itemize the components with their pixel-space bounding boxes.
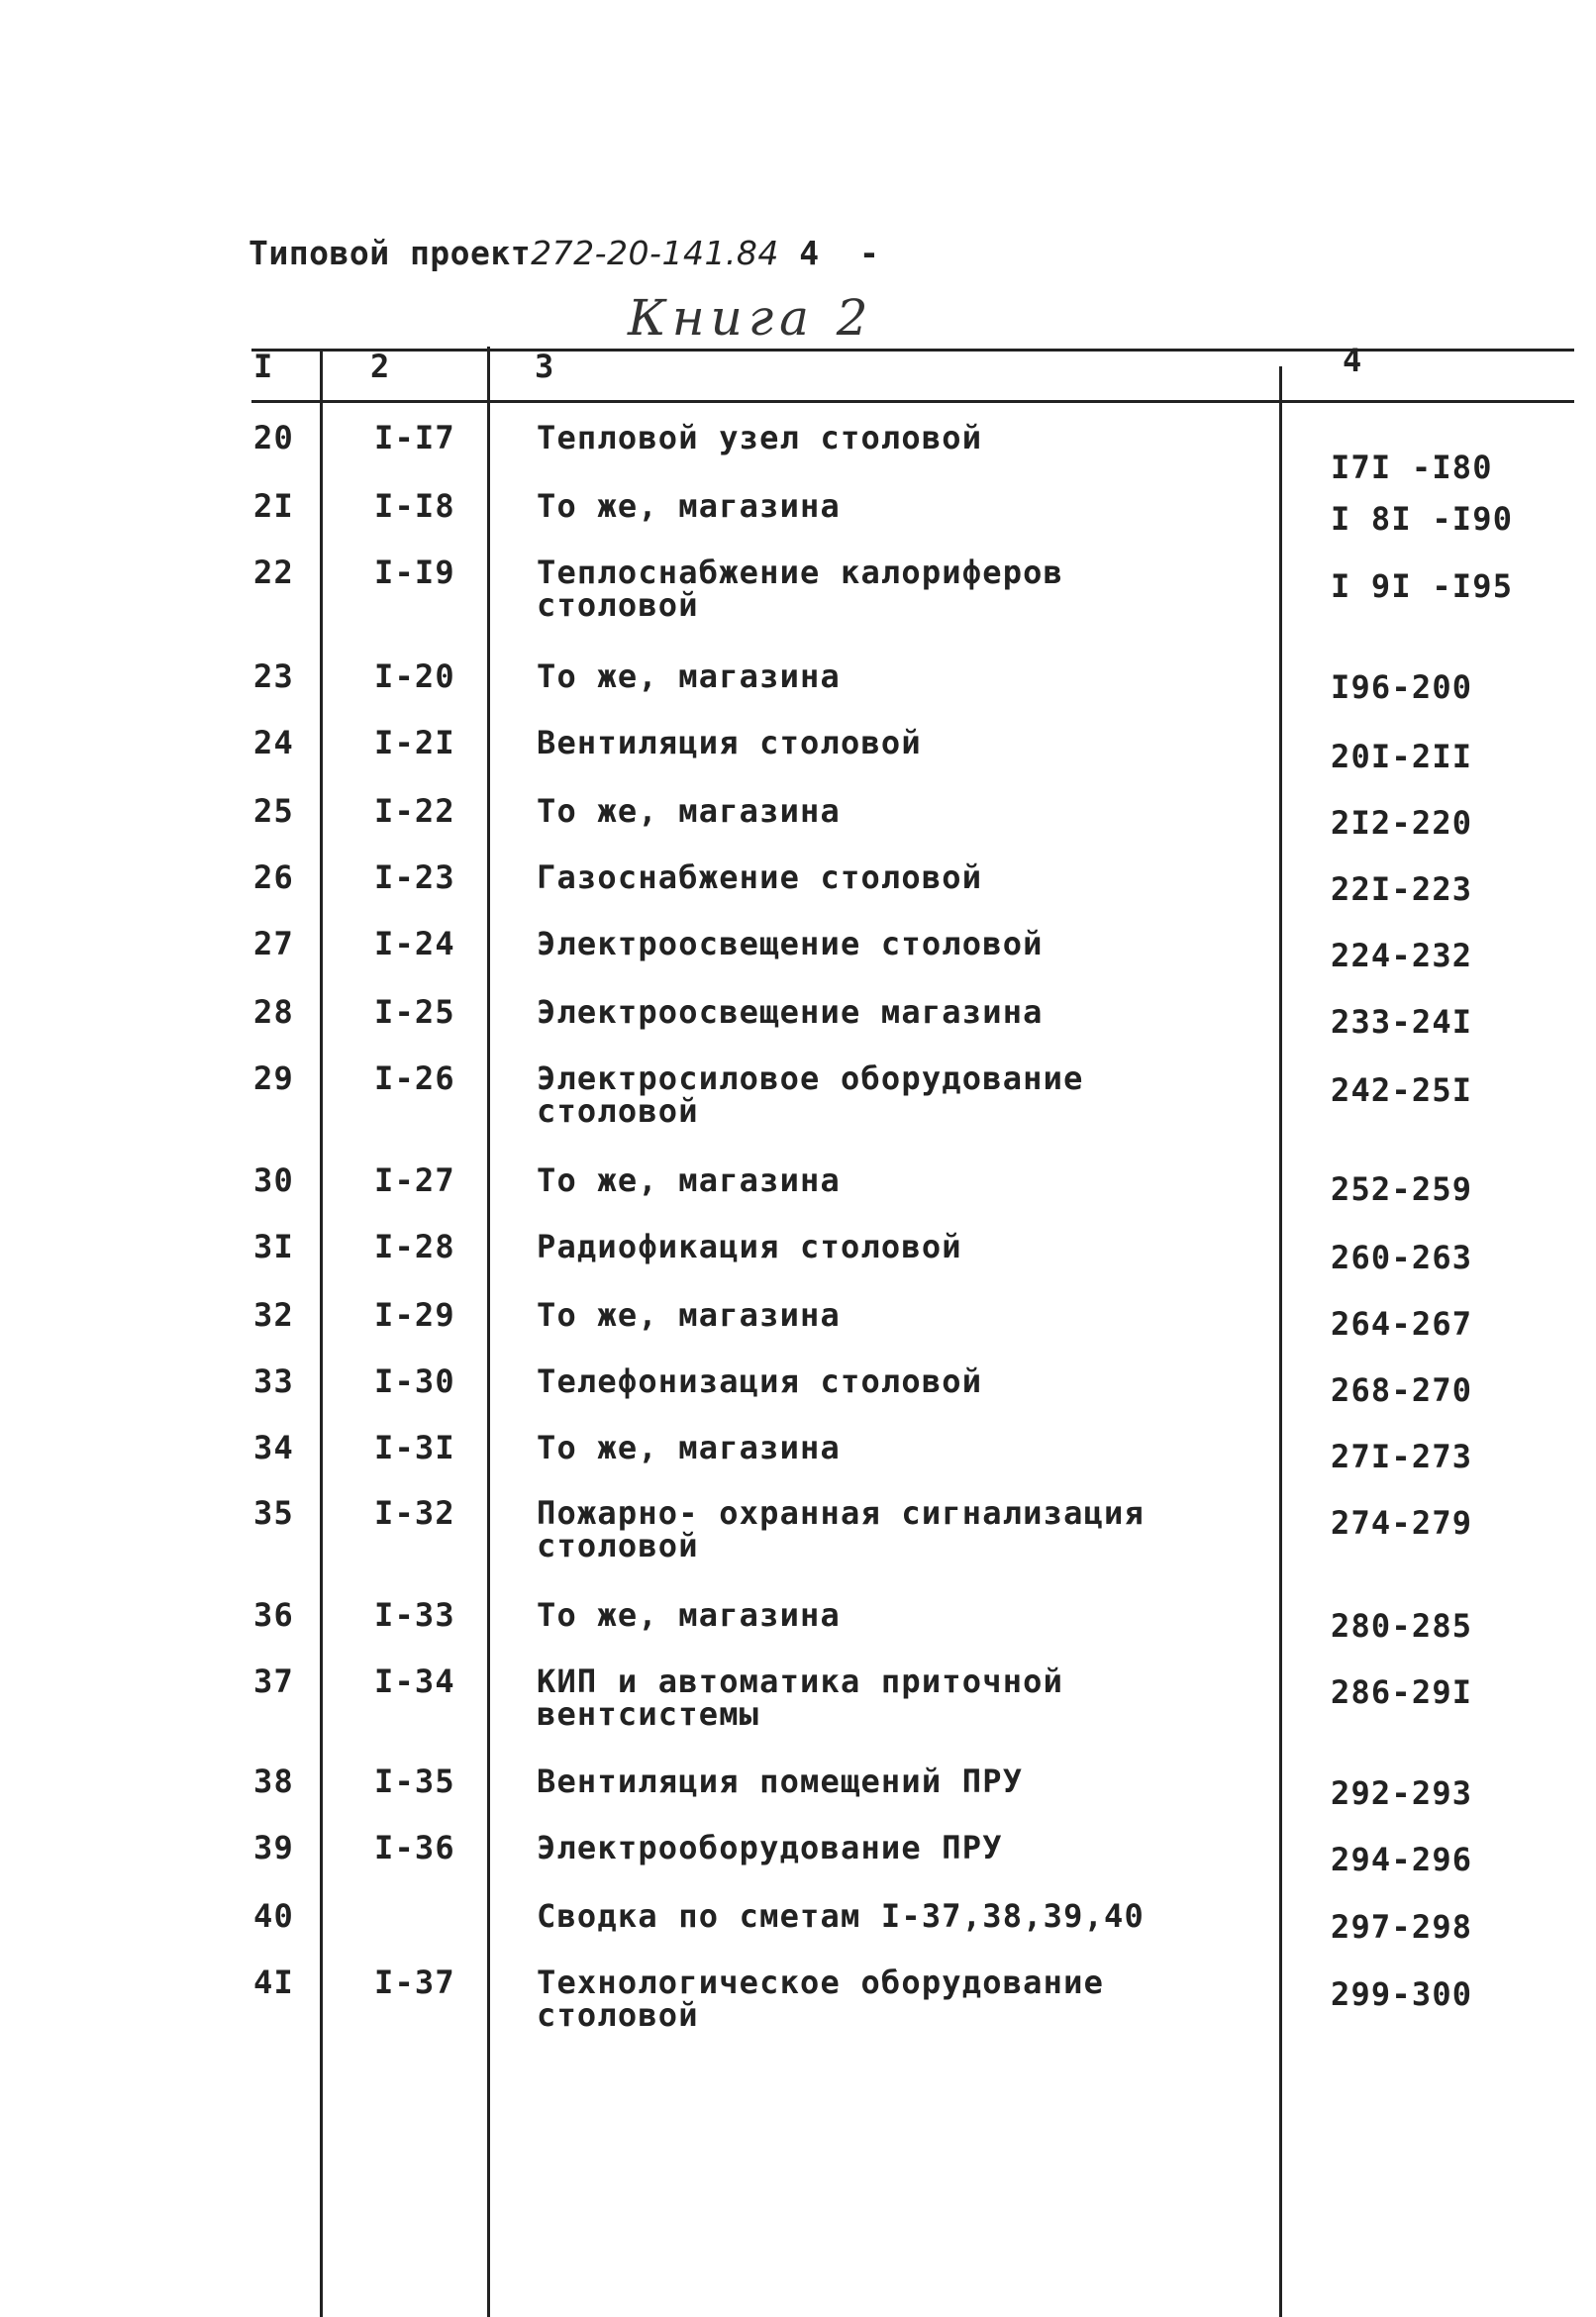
table-top-border [251, 349, 1574, 352]
title-dash: - [859, 234, 880, 272]
page-range: 252-259 [1331, 1170, 1473, 1208]
row-number: 39 [253, 1829, 294, 1866]
column-header-1: I [253, 348, 274, 385]
column-header-4: 4 [1343, 342, 1363, 379]
page-range: 294-296 [1331, 1841, 1473, 1878]
page-range: 292-293 [1331, 1774, 1473, 1812]
row-title: вентсистемы [537, 1695, 760, 1733]
sheet-code: I-32 [374, 1494, 455, 1532]
row-title: То же, магазина [537, 1596, 841, 1634]
page-range: I96-200 [1331, 668, 1473, 706]
page-range: 242-25I [1331, 1071, 1473, 1109]
sheet-code: I-20 [374, 657, 455, 695]
page-range: 22I-223 [1331, 870, 1473, 908]
row-number: 35 [253, 1494, 294, 1532]
page-range: 20I-2II [1331, 738, 1473, 775]
row-number: 36 [253, 1596, 294, 1634]
row-number: 4I [253, 1964, 294, 2001]
sheet-code: I-23 [374, 858, 455, 896]
sheet-code: I-34 [374, 1662, 455, 1700]
sheet-code: I-2I [374, 724, 455, 761]
sheet-code: I-24 [374, 925, 455, 962]
row-title: столовой [537, 586, 699, 624]
table-header-border [251, 400, 1574, 403]
row-number: 3I [253, 1228, 294, 1265]
book-label-handwritten: Книга 2 [628, 289, 874, 347]
row-title: столовой [537, 1092, 699, 1130]
page-range: 297-298 [1331, 1908, 1473, 1946]
page-range: I 8I -I90 [1331, 500, 1514, 538]
row-number: 32 [253, 1296, 294, 1334]
row-number: 29 [253, 1059, 294, 1097]
row-title: Радиофикация столовой [537, 1228, 962, 1265]
row-number: 40 [253, 1897, 294, 1935]
row-title: Тепловой узел столовой [537, 419, 983, 456]
sheet-code: I-22 [374, 792, 455, 830]
row-title: Газоснабжение столовой [537, 858, 983, 896]
document-title [249, 234, 879, 272]
sheet-code: I-28 [374, 1228, 455, 1265]
column-divider-3 [1279, 366, 1282, 2317]
sheet-code: I-33 [374, 1596, 455, 1634]
row-title: Вентиляция помещений ПРУ [537, 1763, 1024, 1800]
row-title: столовой [537, 1527, 699, 1564]
row-title: Электроосвещение магазина [537, 993, 1044, 1031]
row-number: 28 [253, 993, 294, 1031]
row-title: Электрооборудование ПРУ [537, 1829, 1003, 1866]
sheet-code: I-36 [374, 1829, 455, 1866]
sheet-code: I-27 [374, 1161, 455, 1199]
row-number: 38 [253, 1763, 294, 1800]
project-number: 272-20-141.84 [531, 234, 779, 272]
sheet-code: I-I9 [374, 554, 455, 591]
page-range: 264-267 [1331, 1305, 1473, 1343]
sheet-code: I-3I [374, 1429, 455, 1466]
row-title: То же, магазина [537, 1429, 841, 1466]
row-number: 20 [253, 419, 294, 456]
column-divider-2 [487, 347, 490, 2317]
title-prefix: Типовой проект [249, 234, 532, 272]
row-number: 34 [253, 1429, 294, 1466]
sheet-code: I-29 [374, 1296, 455, 1334]
row-number: 30 [253, 1161, 294, 1199]
page-range: 299-300 [1331, 1975, 1473, 2013]
column-header-3: 3 [535, 348, 555, 385]
row-number: 33 [253, 1362, 294, 1400]
page-range: 224-232 [1331, 937, 1473, 974]
row-title: Вентиляция столовой [537, 724, 922, 761]
sheet-code: I-26 [374, 1059, 455, 1097]
page-range: 274-279 [1331, 1504, 1473, 1542]
row-title: Электросиловое оборудование [537, 1059, 1084, 1097]
page-range: 260-263 [1331, 1239, 1473, 1276]
row-number: 27 [253, 925, 294, 962]
page-range: 280-285 [1331, 1607, 1473, 1645]
row-title: Электроосвещение столовой [537, 925, 1044, 962]
row-title: То же, магазина [537, 487, 841, 525]
column-header-2: 2 [370, 348, 391, 385]
sheet-code: I-37 [374, 1964, 455, 2001]
sheet-code: I-30 [374, 1362, 455, 1400]
sheet-code: I-I8 [374, 487, 455, 525]
row-number: 23 [253, 657, 294, 695]
sheet-code: I-I7 [374, 419, 455, 456]
row-number: 22 [253, 554, 294, 591]
row-number: 2I [253, 487, 294, 525]
row-title: КИП и автоматика приточной [537, 1662, 1064, 1700]
row-number: 26 [253, 858, 294, 896]
sheet-code: I-35 [374, 1763, 455, 1800]
row-title: То же, магазина [537, 1161, 841, 1199]
row-number: 25 [253, 792, 294, 830]
page-range: 2I2-220 [1331, 804, 1473, 842]
row-title: Теплоснабжение калориферов [537, 554, 1064, 591]
page-range: 286-29I [1331, 1673, 1473, 1711]
row-title: То же, магазина [537, 792, 841, 830]
sheet-number: 4 [799, 234, 820, 272]
page-range: 27I-273 [1331, 1438, 1473, 1475]
row-title: Телефонизация столовой [537, 1362, 983, 1400]
page-range: 233-24I [1331, 1003, 1473, 1041]
column-divider-1 [320, 349, 323, 2317]
row-title: То же, магазина [537, 657, 841, 695]
row-title: Пожарно- охранная сигнализация [537, 1494, 1145, 1532]
row-title: столовой [537, 1996, 699, 2034]
sheet-code: I-25 [374, 993, 455, 1031]
page-range: I 9I -I95 [1331, 567, 1514, 605]
row-title: Сводка по сметам I-37,38,39,40 [537, 1897, 1145, 1935]
row-title: Технологическое оборудование [537, 1964, 1105, 2001]
row-title: То же, магазина [537, 1296, 841, 1334]
page-range: 268-270 [1331, 1371, 1473, 1409]
row-number: 24 [253, 724, 294, 761]
page-range: I7I -I80 [1331, 449, 1493, 486]
row-number: 37 [253, 1662, 294, 1700]
